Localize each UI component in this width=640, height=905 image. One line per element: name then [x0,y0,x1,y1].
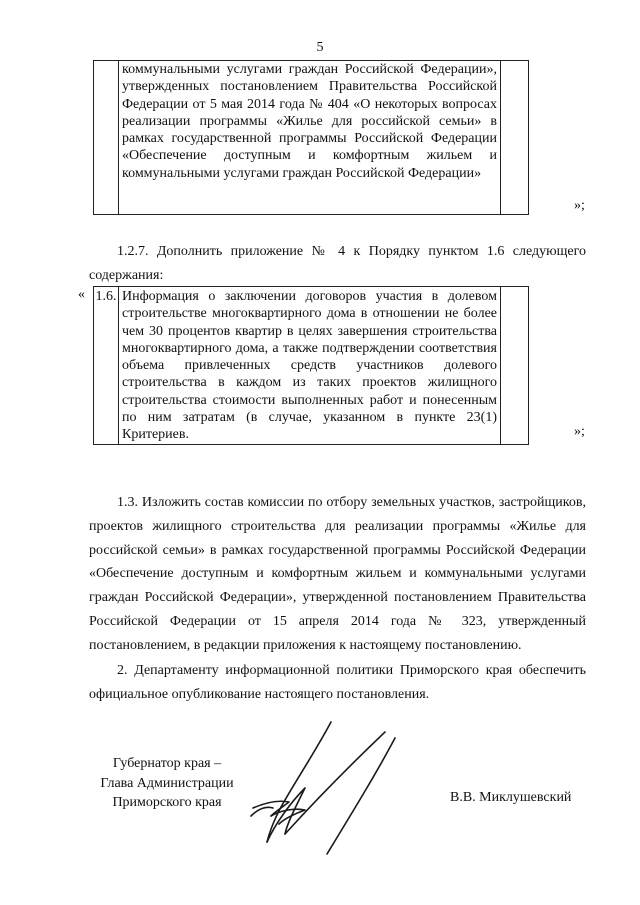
table-cell-number: 1.6. [94,287,119,445]
signatory-title-line: Приморского края [112,795,222,810]
table-row [94,61,529,215]
closing-quote-mark: »; [574,424,585,439]
signatory-title [82,754,252,813]
signatory-title-line: Губернатор края – [112,756,222,771]
table-cell-text: коммунальными услугами граждан Российской Федерации», утвержденных постановлением Правительства Российской Федерации от 5 мая 2014 года № 404 «О некоторых вопросах реализации программы «Жилье для российской семьи» в рамках государственной программы Российской Федерации «Обеспечение доступным и комфортным жильем и коммунальными услугами граждан Российской Федерации» [119,61,501,215]
signatory-name: В.В. Миклушевский [450,790,572,805]
table-cell-text: Информация о заключении договоров участия в долевом строительстве многоквартирного дома в отношении не более чем 30 процентов квартир в целях завершения строительства многоквартирного дома, а также подтверждении соответствия объема привлеченных средств участников долевого строительства в каждом из таких проектов жилищного строительства стоимости выполненных работ и понесенным по ним затратам (в случае, указанном в пункте 23(1) Критериев. [119,287,501,445]
table-cell-empty [501,61,529,215]
table-cell-empty [501,287,529,445]
paragraph-2: 2. Департаменту информационной политики Приморского края обеспечить официальное опубликование настоящего постановления. [89,663,586,702]
insertion-table [93,286,529,445]
signatory-title-line: Глава Администрации [100,775,234,791]
handwritten-signature [245,712,425,872]
page-number: 5 [316,40,324,55]
continuation-table [93,60,529,215]
closing-quote-mark: »; [574,198,585,213]
paragraph-1-2-7: 1.2.7. Дополнить приложение № 4 к Порядку пунктом 1.6 следующего содержания: [89,244,586,283]
opening-quote-mark: « [78,287,85,302]
paragraph-1-3: 1.3. Изложить состав комиссии по отбору земельных участков, застройщиков, проектов жилищного строительства для реализации программы «Жилье для российской семьи» в рамках государственной программы Российской Федерации «Обеспечение доступным и комфортным жильем и коммунальными услугами граждан Российской Федерации», утвержденной постановлением Правительства Российской Федерации от 15 апреля 2014 года № 323, утвержденный постановлением, в редакции приложения к настоящему постановлению. [89,495,586,653]
table-cell-number [94,61,119,215]
table-row [94,287,529,445]
